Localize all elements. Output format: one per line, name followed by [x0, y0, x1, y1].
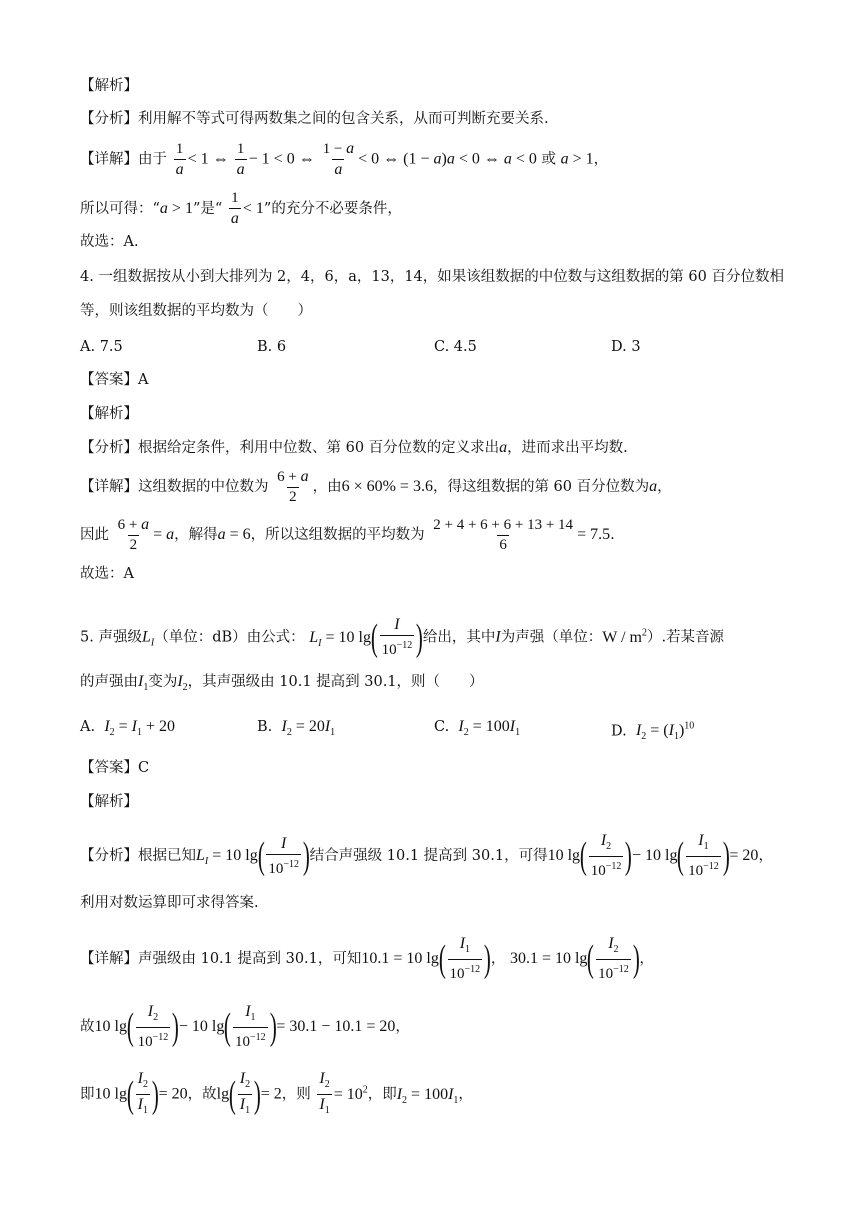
q4-option-a[interactable]: A. 7.5: [80, 339, 123, 355]
q3-analysis: 【分析】利用解不等式可得两数集之间的包含关系，从而可判断充要关系.: [80, 111, 549, 127]
q4-therefore: 因此 $\frac{6 + a}{2}$ = a，解得a = 6，所以这组数据的平均数为 $\frac{2 + 4 + 6 + 6 + 13 + 14}{6}$ = 7.5.: [80, 516, 615, 553]
q4-jiexi-heading: 【解析】: [80, 406, 138, 422]
q4-option-d[interactable]: D. 3: [611, 339, 641, 355]
q5-final: 即10 lg( $\frac{I_2}{I_1}$ )= 20，故lg( $\frac{I_2}{I_1}$ )= 2，则 $\frac{I_2}{I_1}$ = $10^2$，即$I_2 = 100I_1$，: [80, 1070, 473, 1119]
q4-answer: 【答案】A: [80, 372, 149, 388]
q5-detail: 【详解】声强级由 10.1 提高到 30.1，可知10.1 = 10 lg( $\frac{I_1}{10^{-12}}$ )， 30.1 = 10 lg( $\frac{I_2}{10^{-12}}$ )，: [80, 935, 654, 982]
q5-jiexi-heading: 【解析】: [80, 794, 138, 810]
q5-analysis: 【分析】根据已知$L_I = 10$ lg( $\frac{I}{10^{-12}}$ )结合声强级 10.1 提高到 30.1，可得10 lg( $\frac{I_2}{10^{-12}}$ )− 10 lg( $\frac{I_1}{10^{-12}}$ )= 20，: [80, 832, 773, 879]
q4-stem-line-1: 4. 一组数据按从小到大排列为 2，4，6，a，13，14，如果该组数据的中位数与这组数据的第 60 百分位数相: [80, 269, 784, 285]
q4-detail: 【详解】这组数据的中位数为 $\frac{6 + a}{2}$ ，由6 × 60% = 3.6，得这组数据的第 60 百分位数为a，: [80, 468, 672, 505]
q3-jiexi-heading: 【解析】: [80, 78, 138, 94]
q5-option-b[interactable]: B. $I_2 = 20I_1$: [257, 718, 336, 739]
q5-analysis-2: 利用对数运算即可求得答案.: [80, 895, 259, 911]
q5-option-d[interactable]: D. $I_2 = (I_1)^{10}$: [611, 721, 695, 743]
q4-choice: 故选：A: [80, 566, 134, 582]
q3-conclusion: 所以可得：“a > 1”是“ $\frac{1}{a}$ < 1”的充分不必要条件，: [80, 190, 402, 227]
q4-option-c[interactable]: C. 4.5: [434, 339, 477, 355]
q4-analysis: 【分析】根据给定条件，利用中位数、第 60 百分位数的定义求出a，进而求出平均数.: [80, 439, 628, 456]
q5-answer: 【答案】C: [80, 760, 150, 776]
q5-option-a[interactable]: A. $I_2 = I_1 + 20$: [80, 718, 176, 739]
q5-stem-line-1: 5. 声强级$L_I$（单位：dB）由公式： $L_I = 10$ lg( $\frac{I}{10^{-12}}$ )给出，其中I为声强（单位：W / $m^2$）.若某音源: [80, 616, 725, 659]
q3-choice: 故选：A.: [80, 234, 139, 250]
q3-detail: 【详解】由于 $\frac{1}{a}$ < 1 ⇔ $\frac{1}{a}$ − 1 < 0 ⇔ $\frac{1 - a}{a}$ < 0 ⇔ (1 − a)a < 0 ⇔ a < 0 或 a > 1，: [80, 140, 609, 178]
q5-therefore: 故10 lg( $\frac{I_2}{10^{-12}}$ )− 10 lg( $\frac{I_1}{10^{-12}}$ )= 30.1 − 10.1 = 20，: [80, 1003, 410, 1050]
q4-stem-line-2: 等，则该组数据的平均数为（ ）: [80, 303, 312, 319]
q5-option-c[interactable]: C. $I_2 = 100I_1$: [434, 718, 521, 739]
q5-stem-line-2: 的声强由$I_1$变为$I_2$，其声强级由 10.1 提高到 30.1，则（ ）: [80, 673, 484, 693]
q4-option-b[interactable]: B. 6: [257, 339, 287, 355]
